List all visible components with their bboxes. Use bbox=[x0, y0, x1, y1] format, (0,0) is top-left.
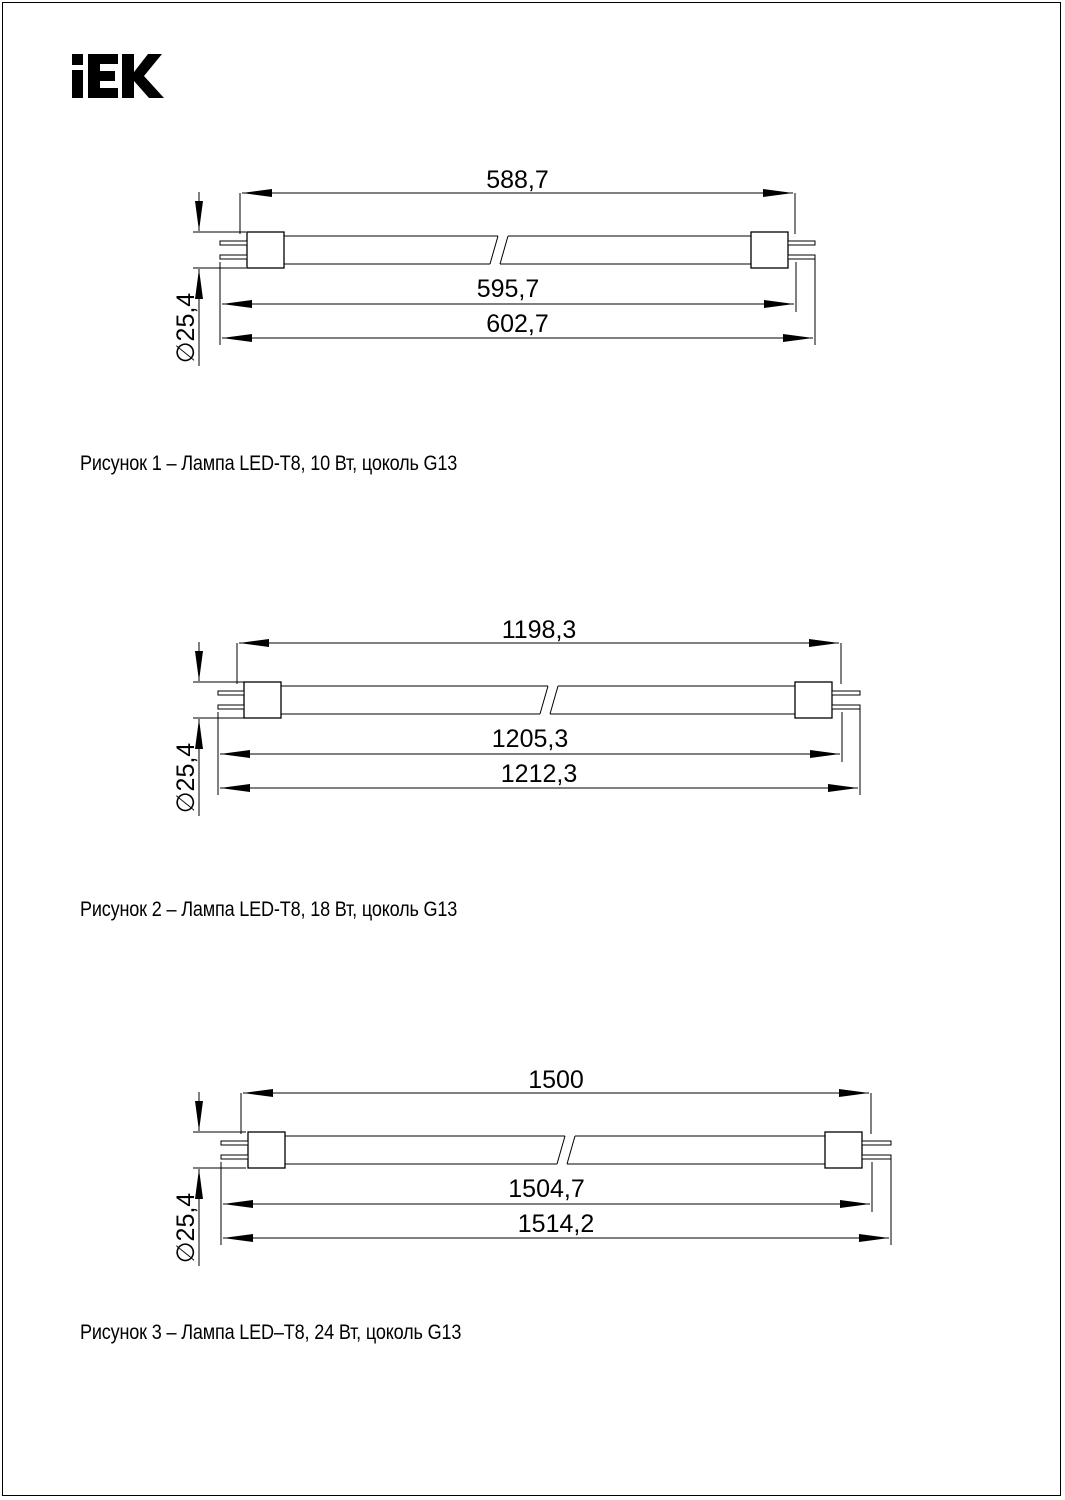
figure-3-caption: Рисунок 3 – Лампа LED–T8, 24 Вт, цоколь G13 bbox=[80, 1321, 462, 1344]
lamp-figure-2 bbox=[172, 616, 860, 816]
pin-right bbox=[862, 1141, 891, 1145]
tube-break-line bbox=[540, 686, 548, 714]
pin-right bbox=[832, 691, 860, 695]
tube-break-line bbox=[550, 686, 558, 714]
dimension-overall-value: 1514,2 bbox=[517, 1210, 595, 1238]
pin-left bbox=[220, 241, 247, 245]
diameter-value: ∅25,4 bbox=[172, 1192, 200, 1264]
dimension-overall-value: 602,7 bbox=[486, 310, 549, 338]
pin-left bbox=[218, 705, 244, 709]
diameter-value: ∅25,4 bbox=[172, 292, 200, 364]
lamp-figure-3 bbox=[172, 1066, 891, 1266]
pin-left bbox=[218, 691, 244, 695]
figure-2-caption: Рисунок 2 – Лампа LED-T8, 18 Вт, цоколь G13 bbox=[80, 898, 458, 921]
dimension-middle-value: 595,7 bbox=[476, 275, 540, 303]
end-cap-left bbox=[248, 1132, 285, 1168]
end-cap-right bbox=[795, 682, 832, 718]
tube-break-line bbox=[500, 236, 508, 264]
tube-break-line bbox=[490, 236, 498, 264]
dimension-middle-value: 1504,7 bbox=[508, 1175, 585, 1203]
dimension-inner-value: 1500 bbox=[528, 1066, 584, 1094]
dimension-inner-value: 588,7 bbox=[486, 166, 549, 194]
dimension-inner-value: 1198,3 bbox=[501, 616, 577, 644]
pin-left bbox=[221, 1155, 248, 1159]
diameter-value: ∅25,4 bbox=[172, 742, 200, 814]
pin-right bbox=[862, 1155, 891, 1159]
dimension-overall-value: 1212,3 bbox=[500, 760, 578, 788]
end-cap-left bbox=[244, 682, 281, 718]
pin-right bbox=[788, 255, 815, 259]
pin-right bbox=[788, 241, 815, 245]
end-cap-right bbox=[751, 232, 788, 268]
pin-right bbox=[832, 705, 860, 709]
end-cap-right bbox=[825, 1132, 862, 1168]
figure-1-caption: Рисунок 1 – Лампа LED-T8, 10 Вт, цоколь G13 bbox=[80, 452, 458, 475]
end-cap-left bbox=[247, 232, 284, 268]
lamp-figure-1 bbox=[172, 166, 815, 366]
pin-left bbox=[221, 1141, 248, 1145]
tube-break-line bbox=[557, 1136, 565, 1164]
tube-break-line bbox=[567, 1136, 575, 1164]
dimension-middle-value: 1205,3 bbox=[491, 725, 569, 753]
pin-left bbox=[220, 255, 247, 259]
